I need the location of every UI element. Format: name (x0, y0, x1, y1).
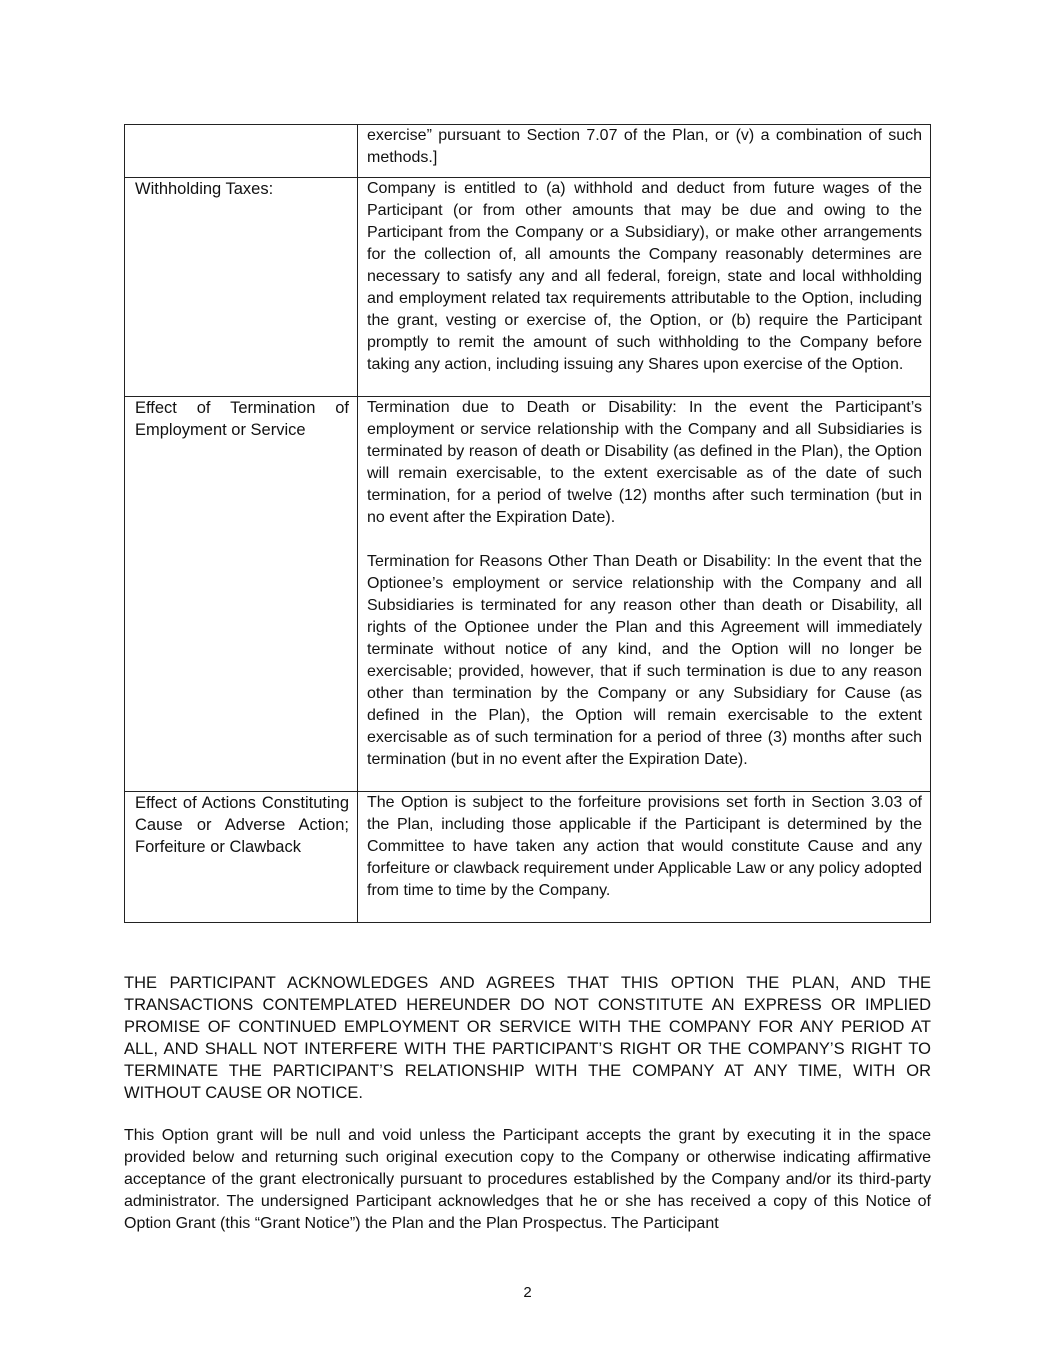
row-label: Effect of Termination of Employment or Service (125, 397, 358, 792)
paragraph: Company is entitled to (a) withhold and deduct from future wages of the Participant (or from other amounts that may be due and owing to the Participant from the Company or a Subsidiary), or make other arrangements for the collection of, all amounts the Company reasonably determines are necessary to satisfy any and all federal, foreign, state and local withholding and employment related tax requirements attributable to the Option, including the grant, vesting or exercise of, the Option, or (b) require the Participant promptly to remit the amount of such withholding to the Company before taking any action, including issuing any Shares upon exercise of the Option. (367, 180, 922, 373)
table-row (125, 178, 931, 397)
row-label: Effect of Actions Constituting Cause or Adverse Action; Forfeiture or Clawback (125, 792, 358, 923)
row-content (358, 125, 931, 178)
table-row (125, 397, 931, 792)
paragraph: exercise” pursuant to Section 7.07 of the Plan, or (v) a combination of such methods.] (367, 127, 922, 166)
row-label (125, 125, 358, 178)
row-content (358, 397, 931, 792)
acknowledgement-paragraph: THE PARTICIPANT ACKNOWLEDGES AND AGREES THAT THIS OPTION THE PLAN, AND THE TRANSACTIONS CONTEMPLATED HEREUNDER DO NOT CONSTITUTE AN EXPRESS OR IMPLIED PROMISE OF CONTINUED EMPLOYMENT OR SERVICE WITH THE COMPANY FOR ANY PERIOD AT ALL, AND SHALL NOT INTERFERE WITH THE PARTICIPANT’S RIGHT OR THE COMPANY’S RIGHT TO TERMINATE THE PARTICIPANT’S RELATIONSHIP WITH THE COMPANY AT ANY TIME, WITH OR WITHOUT CAUSE OR NOTICE. (124, 974, 931, 1102)
table-row (125, 792, 931, 923)
row-content (358, 792, 931, 923)
option-terms-table (124, 124, 931, 923)
paragraph: Termination due to Death or Disability: In the event the Participant’s employment or service relationship with the Company and all Subsidiaries is terminated by reason of death or Disability (as defined in the Plan), the Option will remain exercisable, to the extent exercisable as of the date of such termination, for a period of twelve (12) months after such termination (but in no event after the Expiration Date). (367, 399, 922, 526)
paragraph: Termination for Reasons Other Than Death or Disability: In the event that the Optionee’s employment or service relationship with the Company and all Subsidiaries is terminated for any reason other than death or Disability, all rights of the Optionee under the Plan and this Agreement will immediately terminate without notice of any kind, and the Option will no longer be exercisable; provided, however, that if such termination is due to any reason other than termination by the Company or any Subsidiary for Cause (as defined in the Plan), the Option will remain exercisable to the extent exercisable as of such termination for a period of three (3) months after such termination (but in no event after the Expiration Date). (367, 553, 922, 768)
row-label: Withholding Taxes: (125, 178, 358, 397)
page-number: 2 (523, 1284, 532, 1301)
paragraph: The Option is subject to the forfeiture provisions set forth in Section 3.03 of the Plan, including those applicable if the Participant is determined by the Committee to have taken any action that would constitute Cause and any forfeiture or clawback requirement under Applicable Law or any policy adopted from time to time by the Company. (367, 794, 922, 899)
row-content (358, 178, 931, 397)
acceptance-paragraph: This Option grant will be null and void unless the Participant accepts the grant by executing it in the space provided below and returning such original execution copy to the Company or otherwise indicating affirmative acceptance of the grant electronically pursuant to procedures established by the Company and/or its third-party administrator. The undersigned Participant acknowledges that he or she has received a copy of this Notice of Option Grant (this “Grant Notice”) the Plan and the Plan Prospectus. The Participant (124, 1127, 931, 1232)
table-row (125, 125, 931, 178)
